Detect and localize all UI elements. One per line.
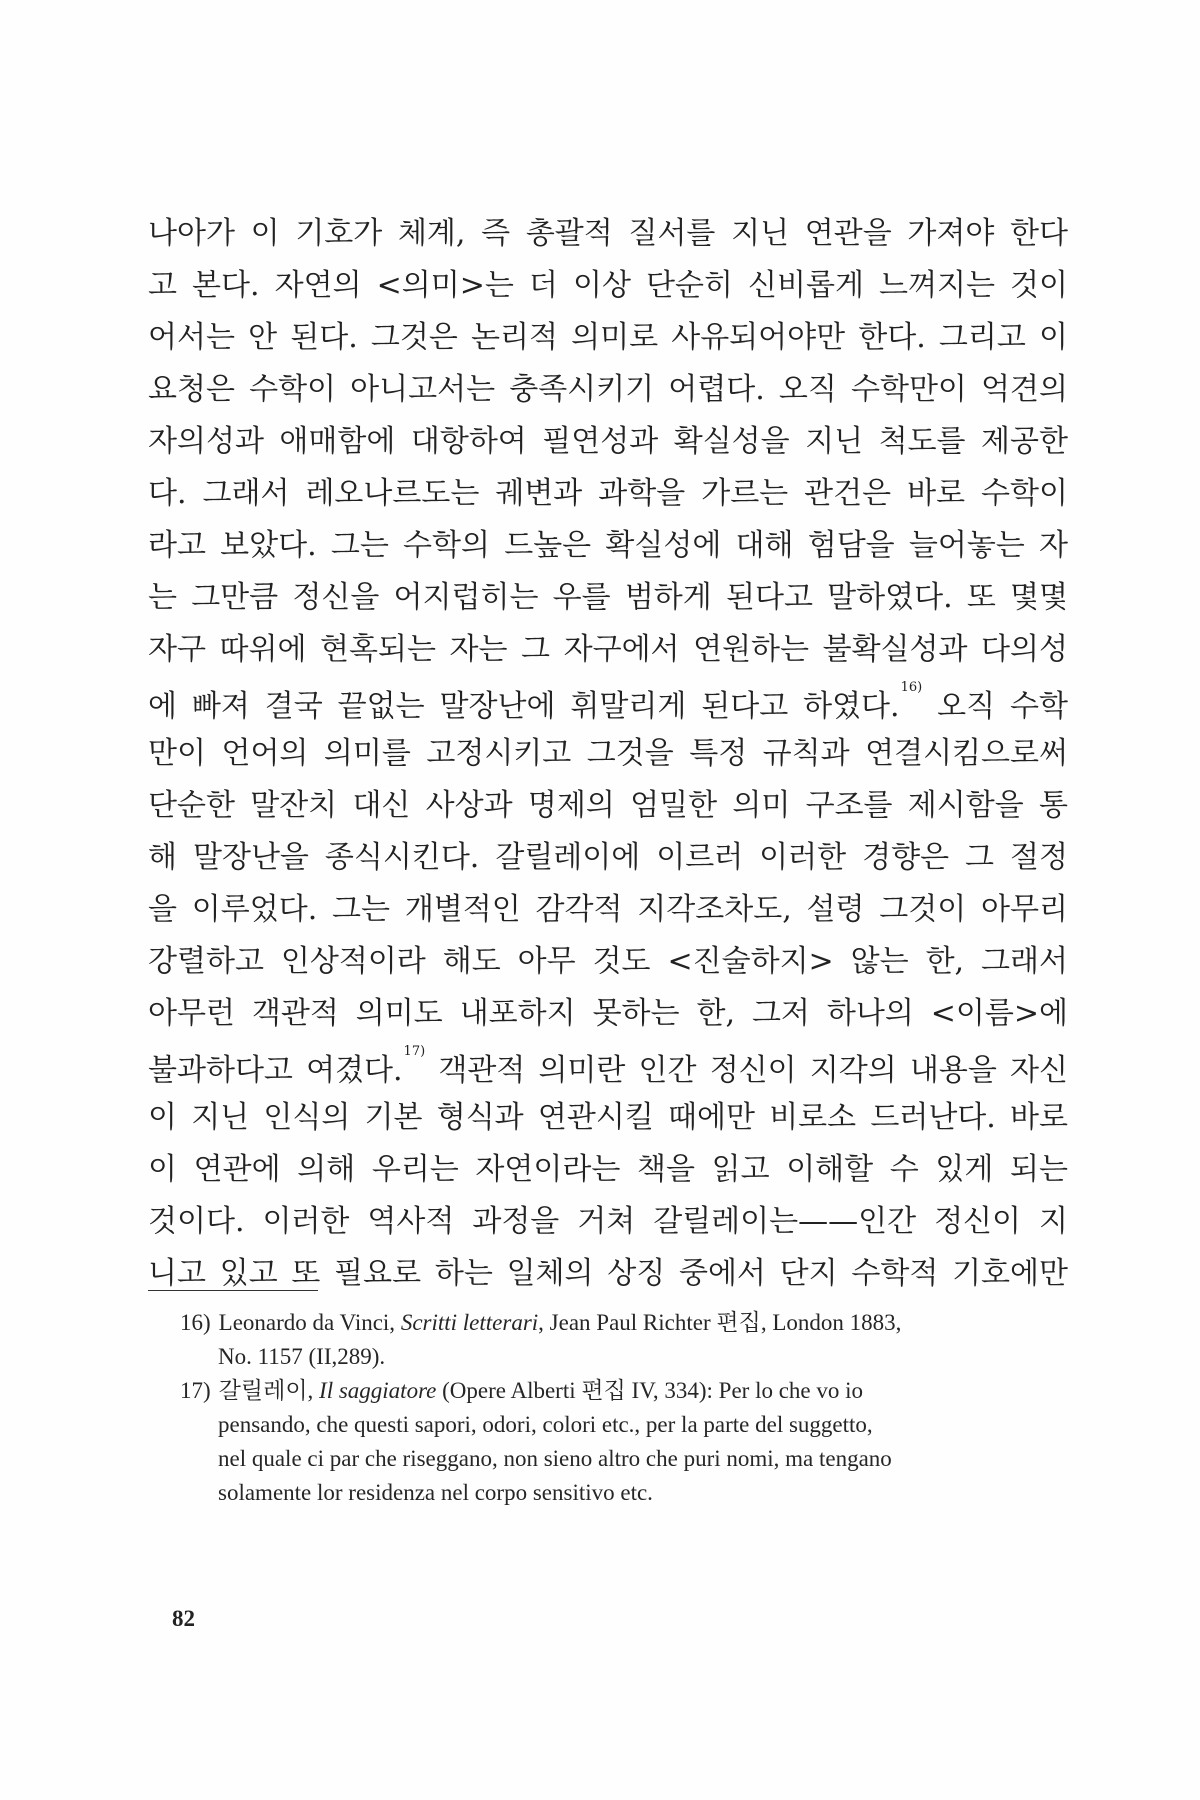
- text-line: 나아가 이 기호가 체계, 즉 총괄적 질서를 지닌 연관을 가져야 한다: [148, 216, 1068, 251]
- text-line: 다. 그래서 레오나르도는 궤변과 과학을 가르는 관건은 바로 수학이: [148, 476, 1068, 511]
- text-line: 고 본다. 자연의 <의미>는 더 이상 단순히 신비롭게 느껴지는 것이: [148, 268, 1068, 303]
- body-text: [148, 208, 1068, 1300]
- text-line: 자의성과 애매함에 대항하여 필연성과 확실성을 지닌 척도를 제공한: [148, 424, 1068, 459]
- text-line: 것이다. 이러한 역사적 과정을 거쳐 갈릴레이는——인간 정신이 지: [148, 1204, 1068, 1239]
- footnote-divider: [148, 1290, 318, 1291]
- text-line: 요청은 수학이 아니고서는 충족시키기 어렵다. 오직 수학만이 억견의: [148, 372, 1068, 407]
- footnote-text: , Jean Paul Richter 편집, London 1883,: [538, 1310, 902, 1335]
- text-line: 자구 따위에 현혹되는 자는 그 자구에서 연원하는 불확실성과 다의성: [148, 632, 1068, 667]
- footnote-16-line2: No. 1157 (II,289).: [218, 1344, 386, 1369]
- footnotes: [180, 1306, 1050, 1510]
- text-segment: 객관적 의미란 인간 정신이 지각의 내용을 자신: [438, 1053, 1068, 1088]
- footnote-number: 16): [180, 1310, 211, 1335]
- text-line: 강렬하고 인상적이라 해도 아무 것도 <진술하지> 않는 한, 그래서: [148, 944, 1068, 979]
- footnote-number: 17): [180, 1378, 211, 1403]
- text-segment: 에 빠져 결국 끝없는 말장난에 휘말리게 된다고 하였다.: [148, 689, 900, 724]
- text-line: 만이 언어의 의미를 고정시키고 그것을 특정 규칙과 연결시킴으로써: [148, 736, 1068, 771]
- text-line: 라고 보았다. 그는 수학의 드높은 확실성에 대해 험담을 늘어놓는 자: [148, 528, 1068, 563]
- text-line: 이 연관에 의해 우리는 자연이라는 책을 읽고 이해할 수 있게 되는: [148, 1152, 1068, 1187]
- text-segment: 오직 수학: [937, 689, 1068, 724]
- text-line: 해 말장난을 종식시킨다. 갈릴레이에 이르러 이러한 경향은 그 절정: [148, 840, 1068, 875]
- footnote-17-line2: pensando, che questi sapori, odori, colori etc., per la parte del suggetto,: [218, 1412, 873, 1437]
- footnote-17: [180, 1374, 1050, 1408]
- text-line: 는 그만큼 정신을 어지럽히는 우를 범하게 된다고 말하였다. 또 몇몇: [148, 580, 1068, 615]
- text-line: 아무런 객관적 의미도 내포하지 못하는 한, 그저 하나의 <이름>에: [148, 996, 1068, 1031]
- footnote-author: 갈릴레이,: [218, 1378, 314, 1403]
- text-line: 단순한 말잔치 대신 사상과 명제의 엄밀한 의미 구조를 제시함을 통: [148, 788, 1068, 823]
- footnote-17-line4: solamente lor residenza nel corpo sensitivo etc.: [218, 1480, 653, 1505]
- footnote-title: Il saggiatore: [319, 1378, 437, 1403]
- footnote-16: [180, 1306, 1050, 1340]
- text-line-with-footnote: [148, 676, 1068, 728]
- footnote-title: Scritti letterari: [400, 1310, 539, 1335]
- text-line: 니고 있고 또 필요로 하는 일체의 상징 중에서 단지 수학적 기호에만: [148, 1256, 1068, 1291]
- text-line: 어서는 안 된다. 그것은 논리적 의미로 사유되어야만 한다. 그리고 이: [148, 320, 1068, 355]
- footnote-author: Leonardo da Vinci,: [218, 1310, 396, 1335]
- page-number: 82: [172, 1606, 195, 1631]
- text-line: 이 지닌 인식의 기본 형식과 연관시킬 때에만 비로소 드러난다. 바로: [148, 1100, 1068, 1135]
- text-segment: 불과하다고 여겼다.: [148, 1053, 403, 1088]
- footnote-ref-16[interactable]: 16): [900, 680, 923, 695]
- footnote-ref-17[interactable]: 17): [403, 1044, 426, 1059]
- text-line-with-footnote: [148, 1040, 1068, 1092]
- footnote-text: (Opere Alberti 편집 IV, 334): Per lo che vo io: [442, 1378, 864, 1403]
- text-line: 을 이루었다. 그는 개별적인 감각적 지각조차도, 설령 그것이 아무리: [148, 892, 1068, 927]
- footnote-17-line3: nel quale ci par che riseggano, non sieno altro che puri nomi, ma tengano: [218, 1446, 892, 1471]
